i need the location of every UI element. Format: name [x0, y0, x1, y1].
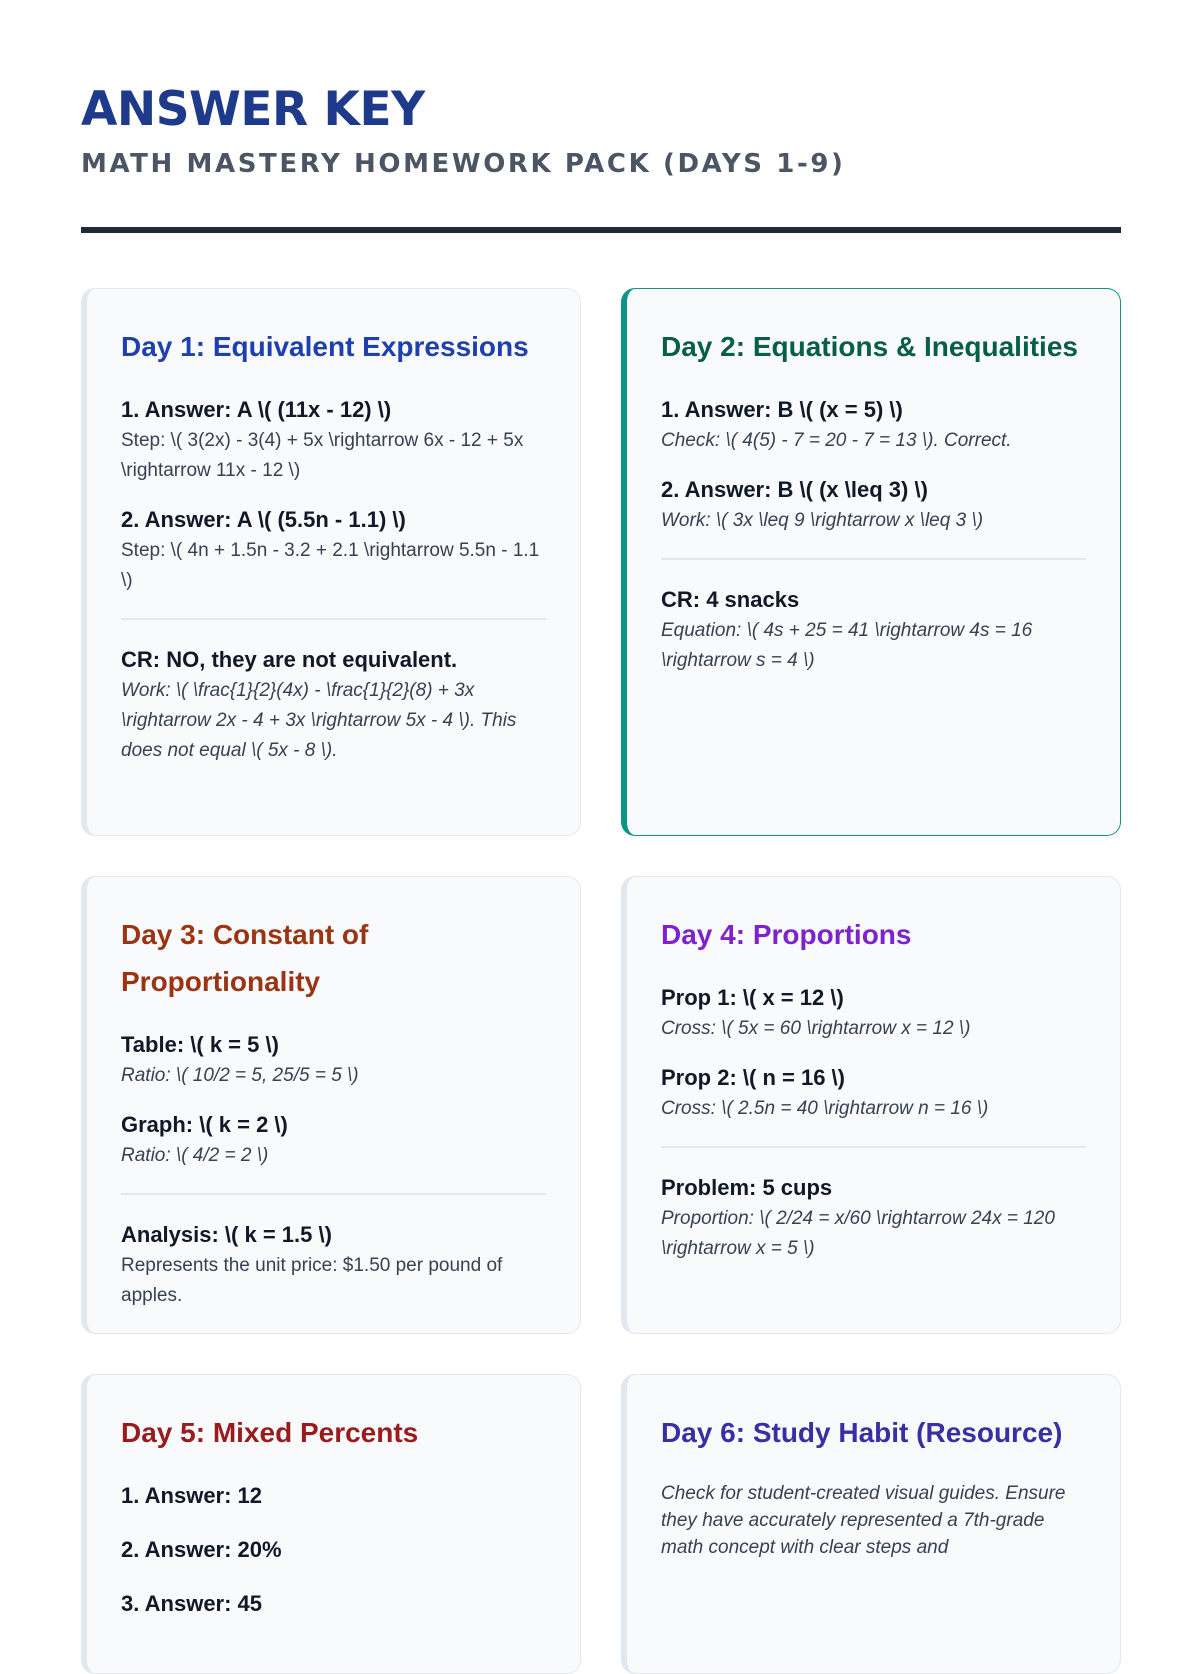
- day1-q2-step: Step: \( 4n + 1.5n - 3.2 + 2.1 \rightarrow 5.5n - 1.1 \): [121, 540, 540, 591]
- day3-table-ratio: Ratio: \( 10/2 = 5, 25/5 = 5 \): [121, 1065, 359, 1086]
- day4-prop1-cross: Cross: \( 5x = 60 \rightarrow x = 12 \): [661, 1018, 971, 1039]
- header-divider: [81, 227, 1121, 233]
- day2-card: [621, 288, 1121, 836]
- day4-prop1: [661, 982, 1086, 1044]
- day1-q1-step: Step: \( 3(2x) - 3(4) + 5x \rightarrow 6x - 12 + 5x \rightarrow 11x - 12 \): [121, 430, 524, 481]
- day3-analysis-answer: Analysis: \( k = 1.5 \): [121, 1221, 332, 1247]
- day5-answer-2: 2. Answer: 20%: [121, 1537, 282, 1562]
- day3-graph-ratio: Ratio: \( 4/2 = 2 \): [121, 1145, 269, 1166]
- day4-problem-answer: Problem: 5 cups: [661, 1174, 833, 1200]
- day3-graph-answer: Graph: \( k = 2 \): [121, 1112, 288, 1137]
- day1-q2: [121, 504, 546, 596]
- day3-title: Day 3: Constant of Proportionality: [121, 919, 369, 997]
- day2-cr-equation: Equation: \( 4s + 25 = 41 \rightarrow 4s = 16 \rightarrow s = 4 \): [661, 619, 1033, 671]
- day2-q2-work: Work: \( 3x \leq 9 \rightarrow x \leq 3 \): [661, 510, 984, 531]
- day2-q1: [661, 394, 1086, 456]
- page-subtitle: MATH MASTERY HOMEWORK PACK (DAYS 1-9): [81, 149, 846, 179]
- day1-cr-answer: CR: NO, they are not equivalent.: [121, 646, 458, 672]
- day1-title: Day 1: Equivalent Expressions: [121, 331, 529, 362]
- day4-prop2-answer: Prop 2: \( n = 16 \): [661, 1065, 845, 1090]
- day5-answer-1: 1. Answer: 12: [121, 1483, 263, 1508]
- day2-cr-answer: CR: 4 snacks: [661, 586, 800, 612]
- day4-card: [621, 876, 1121, 1334]
- day3-divider: [121, 1193, 546, 1195]
- day2-q2-answer: 2. Answer: B \( (x \leq 3) \): [661, 477, 928, 502]
- day3-table-answer: Table: \( k = 5 \): [121, 1032, 279, 1057]
- day1-cr: [121, 644, 546, 766]
- day6-title: Day 6: Study Habit (Resource): [661, 1417, 1063, 1448]
- day4-prop2: [661, 1062, 1086, 1124]
- day4-prop1-answer: Prop 1: \( x = 12 \): [661, 985, 844, 1010]
- day4-divider: [661, 1146, 1086, 1148]
- day4-prop2-cross: Cross: \( 2.5n = 40 \rightarrow n = 16 \): [661, 1098, 989, 1119]
- day3-table: [121, 1029, 546, 1091]
- day2-divider: [661, 558, 1086, 560]
- day3-graph: [121, 1109, 546, 1171]
- day5-title: Day 5: Mixed Percents: [121, 1417, 419, 1448]
- day5-answer-3: 3. Answer: 45: [121, 1591, 263, 1616]
- day4-title: Day 4: Proportions: [661, 919, 912, 950]
- day1-q2-answer: 2. Answer: A \( (5.5n - 1.1) \): [121, 507, 406, 532]
- day1-q1-answer: 1. Answer: A \( (11x - 12) \): [121, 397, 392, 422]
- day2-title: Day 2: Equations & Inequalities: [661, 331, 1078, 362]
- day2-cr: [661, 584, 1086, 676]
- day6-card: [621, 1374, 1121, 1674]
- day5-card: [81, 1374, 581, 1674]
- day1-divider: [121, 618, 546, 620]
- day3-analysis-text: Represents the unit price: $1.50 per pound of apples.: [121, 1254, 503, 1306]
- day3-card: [81, 876, 581, 1334]
- day2-q2: [661, 474, 1086, 536]
- day1-q1: [121, 394, 546, 486]
- day6-note: Check for student-created visual guides. Ensure they have accurately represented a 7th-grade math concept with clear steps and: [661, 1483, 1066, 1558]
- day1-cr-work: Work: \( \frac{1}{2}(4x) - \frac{1}{2}(8) + 3x \rightarrow 2x - 4 + 3x \rightarrow 5x - 4 \). This does not equal \( 5x - 8 \).: [121, 679, 517, 761]
- day3-analysis: [121, 1219, 546, 1311]
- page-title: ANSWER KEY: [81, 82, 425, 137]
- day2-q1-answer: 1. Answer: B \( (x = 5) \): [661, 397, 903, 422]
- day2-q1-check: Check: \( 4(5) - 7 = 20 - 7 = 13 \). Correct.: [661, 430, 1012, 451]
- day4-problem-proportion: Proportion: \( 2/24 = x/60 \rightarrow 24x = 120 \rightarrow x = 5 \): [661, 1207, 1055, 1259]
- day1-card: [81, 288, 581, 836]
- day4-problem: [661, 1172, 1086, 1264]
